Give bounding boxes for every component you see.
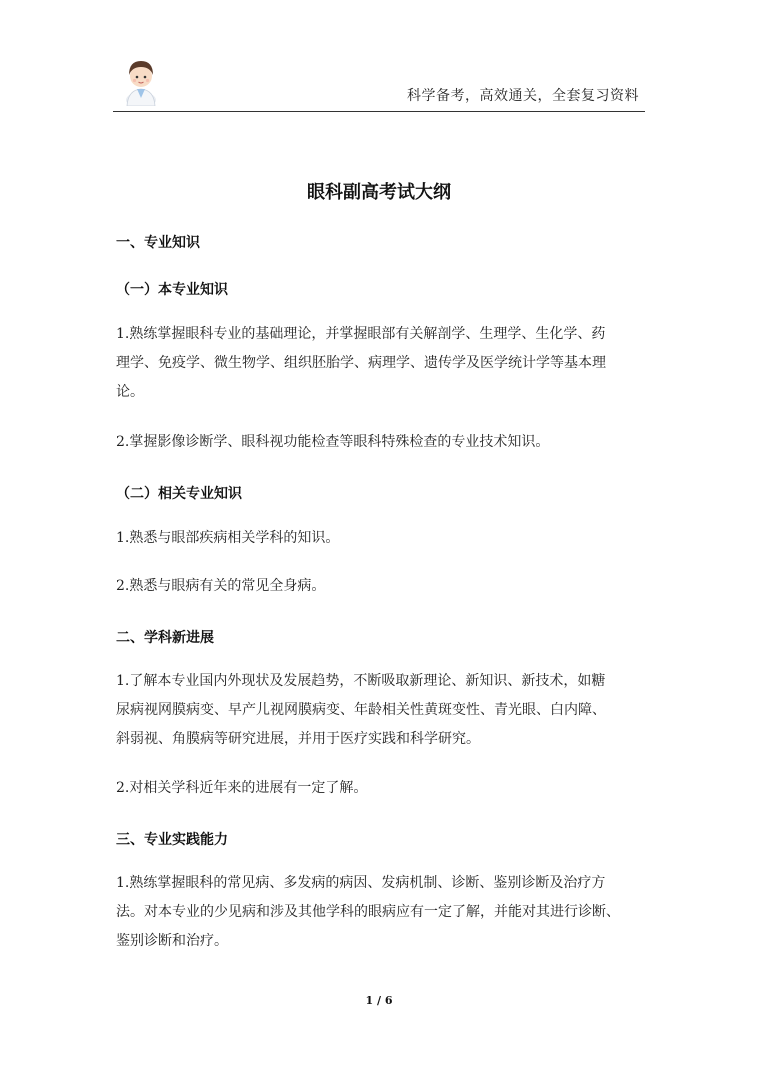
paragraph-line: 1.熟练掌握眼科专业的基础理论，并掌握眼部有关解剖学、生理学、生化学、药 <box>116 326 606 342</box>
paragraph-line: 斜弱视、角膜病等研究进展，并用于医疗实践和科学研究。 <box>116 731 480 747</box>
page-number: 1 / 6 <box>365 994 393 1007</box>
paragraph-5 <box>116 667 646 754</box>
paragraph-line: 2.掌握影像诊断学、眼科视功能检查等眼科特殊检查的专业技术知识。 <box>116 434 550 450</box>
paragraph-line: 1.了解本专业国内外现状及发展趋势，不断吸取新理论、新知识、新技术，如糖 <box>116 673 606 689</box>
paragraph-3 <box>116 524 646 553</box>
header-tagline: 科学备考，高效通关，全套复习资料 <box>407 88 639 104</box>
paragraph-line: 法。对本专业的少见病和涉及其他学科的眼病应有一定了解，并能对其进行诊断、 <box>116 904 620 920</box>
paragraph-6 <box>116 774 646 803</box>
document-title: 眼科副高考试大纲 <box>307 182 451 203</box>
paragraph-line: 论。 <box>116 384 144 400</box>
paragraph-2 <box>116 428 646 457</box>
paragraph-line: 1.熟悉与眼部疾病相关学科的知识。 <box>116 530 340 546</box>
paragraph-line: 鉴别诊断和治疗。 <box>116 933 228 949</box>
page-header <box>113 54 645 112</box>
section-heading-1: 一、专业知识 <box>116 235 200 251</box>
doctor-avatar-icon <box>119 54 163 106</box>
paragraph-1 <box>116 320 646 407</box>
paragraph-line: 理学、免疫学、微生物学、组织胚胎学、病理学、遗传学及医学统计学等基本理 <box>116 355 606 371</box>
subsection-heading-1-2: （二）相关专业知识 <box>116 486 242 502</box>
paragraph-line: 尿病视网膜病变、早产儿视网膜病变、年龄相关性黄斑变性、青光眼、白内障、 <box>116 702 606 718</box>
section-heading-3: 三、专业实践能力 <box>116 832 228 848</box>
paragraph-line: 2.熟悉与眼病有关的常见全身病。 <box>116 578 326 594</box>
paragraph-7 <box>116 869 646 956</box>
paragraph-line: 1.熟练掌握眼科的常见病、多发病的病因、发病机制、诊断、鉴别诊断及治疗方 <box>116 875 606 891</box>
section-heading-2: 二、学科新进展 <box>116 630 214 646</box>
paragraph-4 <box>116 572 646 601</box>
paragraph-line: 2.对相关学科近年来的进展有一定了解。 <box>116 780 368 796</box>
subsection-heading-1-1: （一）本专业知识 <box>116 282 228 298</box>
